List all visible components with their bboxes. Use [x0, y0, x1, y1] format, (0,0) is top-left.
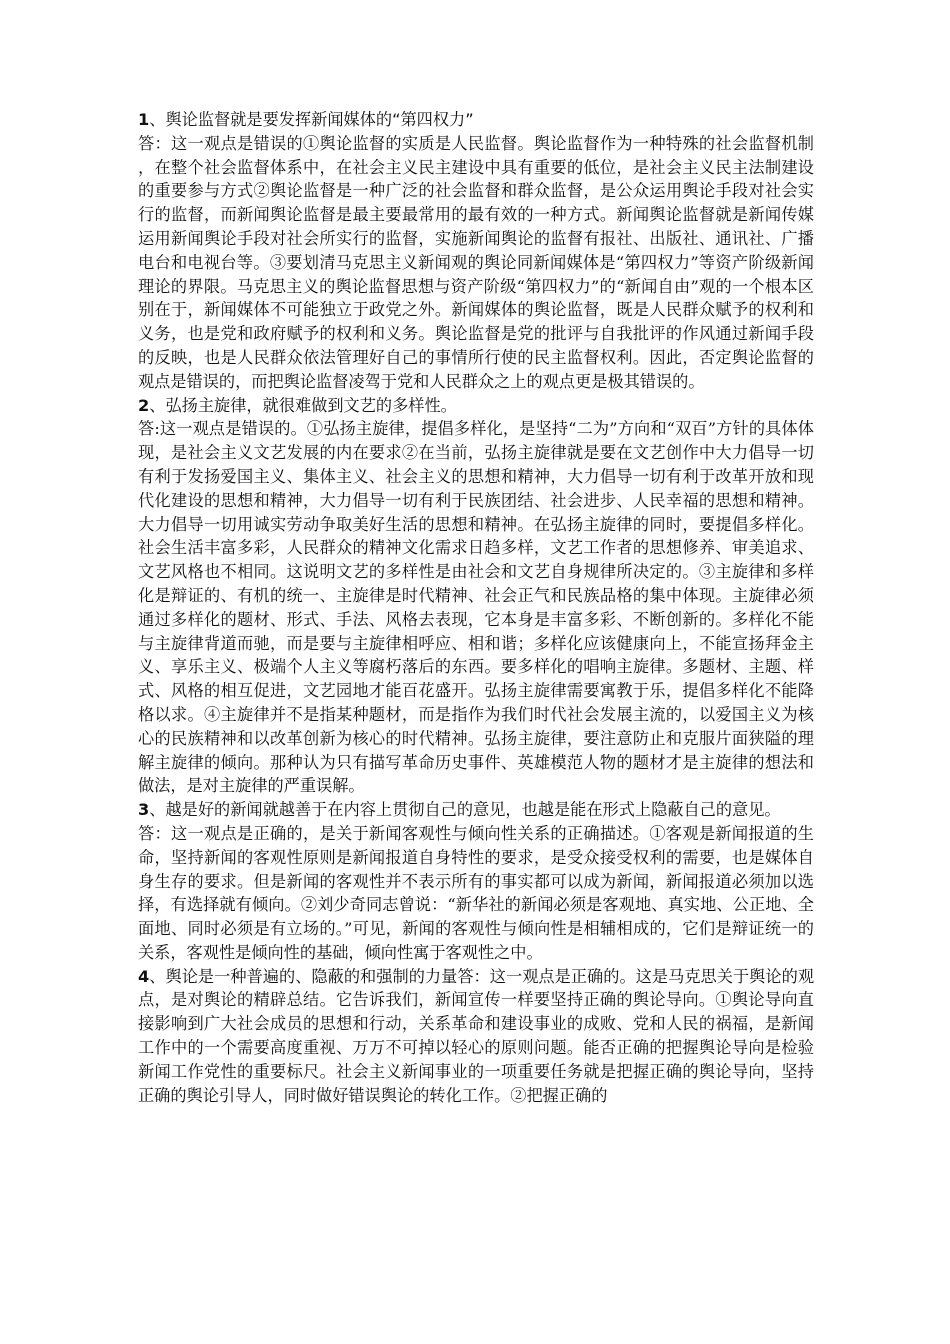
question-2-text: 、弘扬主旋律，就很难做到文艺的多样性。 — [149, 395, 457, 415]
question-1 — [138, 108, 814, 132]
document-page — [138, 108, 814, 1107]
question-2-number: 2 — [138, 395, 150, 415]
question-3-number: 3 — [138, 800, 150, 820]
question-1-number: 1 — [138, 110, 150, 129]
question-3-text: 、越是好的新闻就越善于在内容上贯彻自己的意见，也越是能在形式上隐蔽自己的意见。 — [149, 800, 781, 820]
answer-4: 答：这一观点是正确的。这是马克思关于舆论的观点，是对舆论的精辟总结。它告诉我们，新闻宣传一样要坚持正确的舆论导向。①舆论导向直接影响到广大社会成员的思想和行动，关系革命和建设事业的成败、党和人民的祸福，是新闻工作中的一个需要高度重视、万万不可掉以轻心的原则问题。能否正确的把握舆论导向是检验新闻工作党性的重要标尺。社会主义新闻事业的一项重要任务就是把握正确的舆论导向，坚持正确的舆论引导人，同时做好错误舆论的转化工作。②把握正确的 — [138, 966, 815, 1105]
question-3 — [138, 798, 814, 822]
question-4-heading — [138, 967, 457, 986]
question-2 — [138, 394, 814, 418]
question-1-text: 、舆论监督就是要发挥新闻媒体的“第四权力” — [149, 110, 474, 129]
question-4-number: 4 — [138, 966, 150, 986]
answer-2: 答:这一观点是错误的。①弘扬主旋律，提倡多样化，是坚持“二为”方向和“双百”方针的具体体现，是社会主义文艺发展的内在要求②在当前，弘扬主旋律就是要在文艺创作中大力倡导一切有利于发扬爱国主义、集体主义、社会主义的思想和精神，大力倡导一切有利于改革开放和现代化建设的思想和精神，大力倡导一切有利于民族团结、社会进步、人民幸福的思想和精神。大力倡导一切用诚实劳动争取美好生活的思想和精神。在弘扬主旋律的同时，要提倡多样化。社会生活丰富多彩，人民群众的精神文化需求日趋多样，文艺工作者的思想修养、审美追求、文艺风格也不相同。这说明文艺的多样性是由社会和文艺自身规律所决定的。③主旋律和多样化是辩证的、有机的统一、主旋律是时代精神、社会正气和民族品格的集中体现。主旋律必须通过多样化的题材、形式、手法、风格去表现，它本身是丰富多彩、不断创新的。多样化不能与主旋律背道而驰，而是要与主旋律相呼应、相和谐；多样化应该健康向上，不能宣扬拜金主义、享乐主义、极端个人主义等腐朽落后的东西。要多样化的唱响主旋律。多题材、主题、样式、风格的相互促进，文艺园地才能百花盛开。弘扬主旋律需要寓教于乐，提倡多样化不能降格以求。④主旋律并不是指某种题材，而是指作为我们时代社会发展主流的，以爱国主义为核心的民族精神和以改革创新为核心的时代精神。弘扬主旋律，要注意防止和克服片面狭隘的理解主旋律的倾向。那种认为只有描写革命历史事件、英雄模范人物的题材才是主旋律的想法和做法，是对主旋律的严重误解。 — [138, 419, 814, 796]
answer-1: 答：这一观点是错误的①舆论监督的实质是人民监督。舆论监督作为一种特殊的社会监督机制，在整个社会监督体系中，在社会主义民主建设中具有重要的低位，是社会主义民主法制建设的重要参与方式②舆论监督是一种广泛的社会监督和群众监督，是公众运用舆论手段对社会实行的监督，而新闻舆论监督是最主要最常用的最有效的一种方式。新闻舆论监督就是新闻传媒运用新闻舆论手段对社会所实行的监督，实施新闻舆论的监督有报社、出版社、通讯社、广播电台和电视台等。③要划清马克思主义新闻观的舆论同新闻媒体是“第四权力”等资产阶级新闻理论的界限。马克思主义的舆论监督思想与资产阶级“第四权力”的“新闻自由”观的一个根本区别在于，新闻媒体不可能独立于政党之外。新闻媒体的舆论监督，既是人民群众赋予的权利和义务，也是党和政府赋予的权利和义务。舆论监督是党的批评与自我批评的作风通过新闻手段的反映，也是人民群众依法管理好自己的事情所行使的民主监督权利。因此，否定舆论监督的观点是错误的，而把舆论监督凌驾于党和人民群众之上的观点更是极其错误的。 — [138, 133, 814, 391]
answer-3: 答：这一观点是正确的，是关于新闻客观性与倾向性关系的正确描述。①客观是新闻报道的生命，坚持新闻的客观性原则是新闻报道自身特性的要求，是受众接受权利的需要，也是媒体自身生存的要求。但是新闻的客观性并不表示所有的事实都可以成为新闻，新闻报道必须加以选择，有选择就有倾向。②刘少奇同志曾说：“新华社的新闻必须是客观地、真实地、公正地、全面地、同时必须是有立场的。”可见，新闻的客观性与倾向性是相辅相成的，它们是辩证统一的关系，客观性是倾向性的基础，倾向性寓于客观性之中。 — [138, 823, 814, 962]
question-4 — [138, 965, 814, 1108]
question-4-text: 、舆论是一种普遍的、隐蔽的和强制的力量 — [149, 966, 458, 986]
